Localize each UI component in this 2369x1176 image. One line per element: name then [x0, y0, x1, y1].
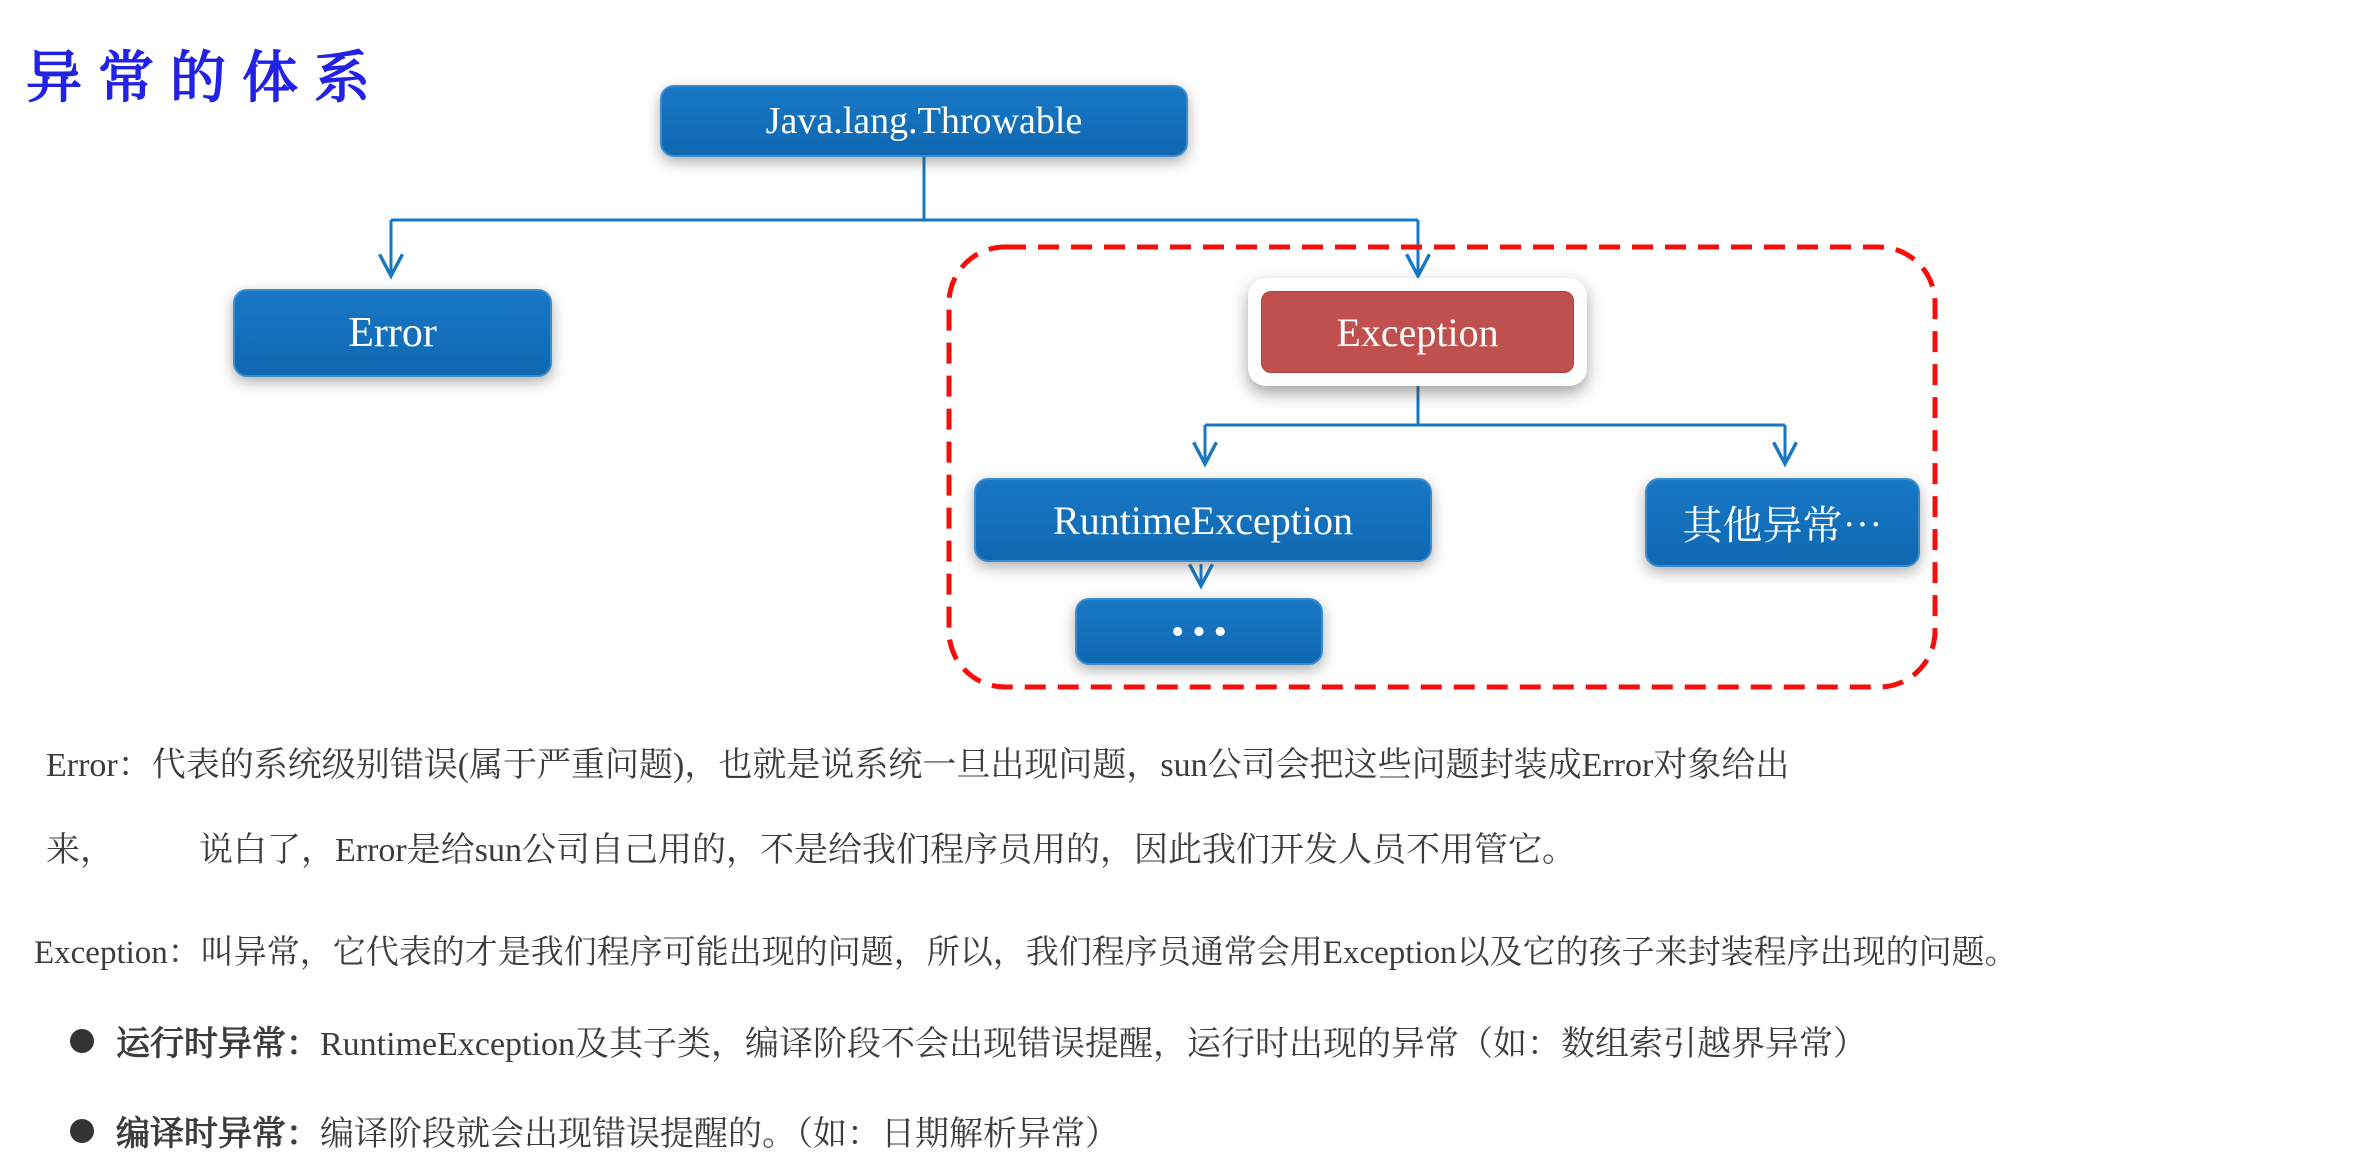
bullet-dot-icon: [70, 1119, 94, 1143]
note-exception-line: Exception：叫异常，它代表的才是我们程序可能出现的问题，所以，我们程序员通常会用Exception以及它的孩子来封装程序出现的问题。: [34, 935, 2018, 971]
node-throwable: [660, 85, 1188, 157]
bullet-runtime-label: 运行时异常：: [116, 1026, 320, 1063]
note-error-line-2: 来， 说白了，Error是给sun公司自己用的，不是给我们程序员用的，因此我们开发人员不用管它。: [46, 832, 1576, 869]
node-runtime-exception: [974, 478, 1432, 562]
page-title: 异常的体系: [26, 46, 386, 111]
node-runtime-exception-label: RuntimeException: [1053, 497, 1353, 543]
node-exception: [1248, 278, 1587, 386]
node-exception-label: Exception: [1336, 309, 1499, 355]
node-other-exceptions-label: 其他异常⋯: [1682, 503, 1883, 548]
node-error-label: Error: [348, 310, 437, 356]
node-exception-body: [1261, 291, 1574, 373]
bullet-compile-text: 编译阶段就会出现错误提醒的。（如：日期解析异常）: [320, 1116, 1119, 1153]
bullet-item-compile: [70, 1106, 1119, 1155]
node-other-exceptions: [1645, 478, 1920, 567]
node-throwable-label: Java.lang.Throwable: [765, 100, 1083, 142]
bullet-item-runtime: [70, 1016, 1867, 1065]
node-ellipsis-label: •••: [1171, 610, 1235, 653]
node-error: [233, 289, 552, 377]
bullet-dot-icon: [70, 1029, 94, 1053]
bullet-compile-label: 编译时异常：: [116, 1116, 320, 1153]
bullet-runtime-text: RuntimeException及其子类，编译阶段不会出现错误提醒，运行时出现的异常（如：数组索引越界异常）: [320, 1026, 1867, 1063]
note-error-line-1: Error：代表的系统级别错误(属于严重问题)，也就是说系统一旦出现问题，sun公司会把这些问题封装成Error对象给出: [46, 747, 1790, 784]
node-ellipsis: [1075, 598, 1323, 665]
